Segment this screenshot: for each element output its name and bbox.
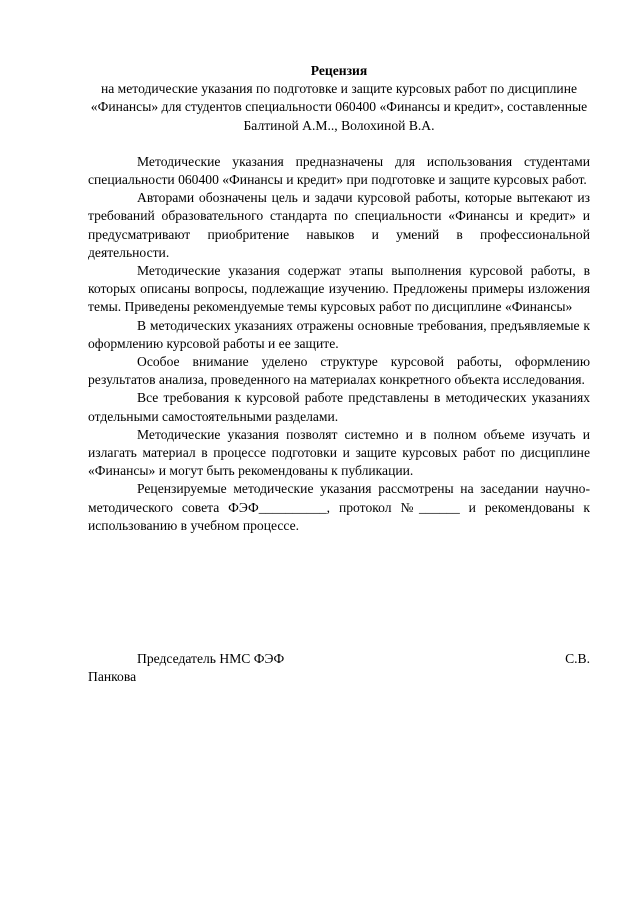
paragraph-structure: Особое внимание уделено структуре курсовой работы, оформлению результатов анализа, проведенного на материалах конкретного объекта исследования. [88,354,590,388]
review-document [88,62,590,535]
paragraph-requirements: В методических указаниях отражены основные требования, предъявляемые к оформлению курсовой работы и ее защите. [88,317,590,351]
paragraph-goals: Авторами обозначены цель и задачи курсовой работы, которые вытекают из требований образовательного стандарта по специальности «Финансы и кредит» и предусматривают приобритение навыков и умений в профессиональной деятельности. [88,190,590,260]
paragraph-council: Рецензируемые методические указания рассмотрены на заседании научно-методического совета ФЭФ__________, протокол №______ и рекомендованы к использованию в учебном процессе. [88,481,590,533]
signature-row [88,650,590,668]
paragraph-recommendation: Методические указания позволят системно и в полном объеме изучать и излагать материал в процессе подготовки и защите курсовых работ по дисциплине «Финансы» и могут быть рекомендованы к публикации. [88,426,590,479]
paragraph-purpose: Методические указания предназначены для использования студентами специальности 060400 «Финансы и кредит» при подготовке и защите курсовых работ. [88,153,590,188]
signatory-initials: С.В. [565,651,590,666]
document-title: Рецензия [310,63,368,78]
paragraph-sections: Все требования к курсовой работе представлены в методических указаниях отдельными самостоятельными разделами. [88,390,590,424]
signature-block [88,650,590,686]
signatory-surname: Панкова [88,669,137,685]
paragraph-stages: Методические указания содержат этапы выполнения курсовой работы, в которых описаны вопросы, подлежащие изучению. Предложены примеры изложения темы. Приведены рекомендуемые темы курсовых работ по дисциплине «Финансы» [88,263,590,315]
document-subtitle: на методические указания по подготовке и защите курсовых работ по дисциплине «Финансы» для студентов специальности 060400 «Финансы и кредит», составленные Балтиной А.М.., Волохиной В.А. [90,81,588,133]
signatory-position: Председатель НМС ФЭФ [137,651,285,666]
